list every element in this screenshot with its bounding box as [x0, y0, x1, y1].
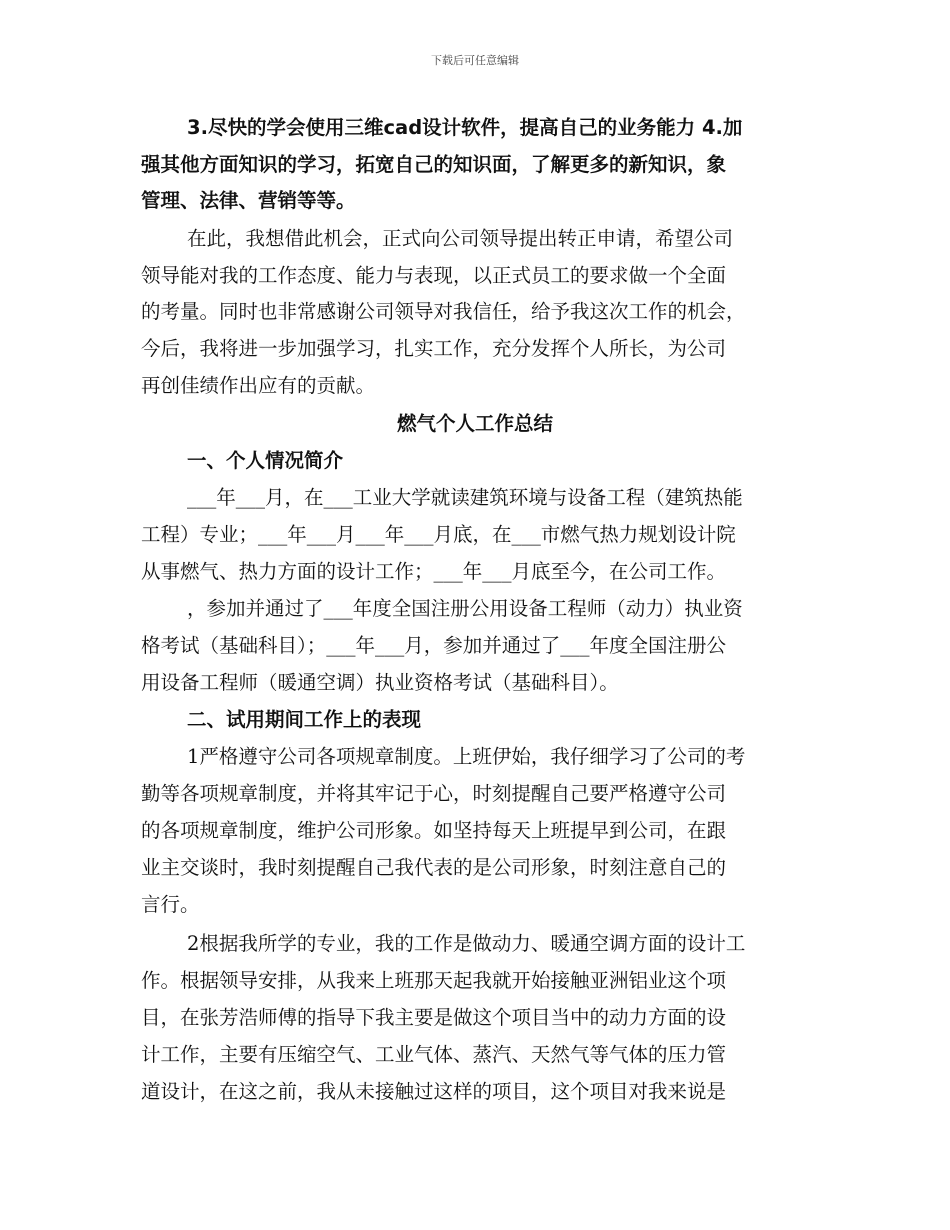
page-header: 下载后可任意编辑 — [431, 54, 519, 67]
section-heading: 二、试用期间工作上的表现 — [187, 708, 422, 731]
text-line: 业主交谈时，我时刻提醒自己我代表的是公司形象，时刻注意自己的 — [141, 856, 727, 879]
text-line: 2根据我所学的专业，我的工作是做动力、暖通空调方面的设计工 — [187, 932, 746, 955]
text-line: 目，在张芳浩师傅的指导下我主要是做这个项目当中的动力方面的设 — [141, 1006, 727, 1029]
text-line: 用设备工程师（暖通空调）执业资格考试（基础科目）。 — [141, 671, 619, 694]
text-line: 领导能对我的工作态度、能力与表现，以正式员工的要求做一个全面 — [141, 264, 727, 287]
text-line: ，参加并通过了___年度全国注册公用设备工程师（动力）执业资 — [187, 597, 743, 620]
text-line: 管理、法律、营销等等。 — [141, 189, 356, 212]
text-line: 在此，我想借此机会，正式向公司领导提出转正申请，希望公司 — [187, 227, 734, 250]
section-title: 燃气个人工作总结 — [396, 412, 553, 435]
text-line: 3.尽快的学会使用三维cad设计软件，提高自己的业务能力 4.加 — [187, 116, 743, 139]
text-line: 的各项规章制度，维护公司形象。如坚持每天上班提早到公司，在跟 — [141, 819, 727, 842]
section-heading: 一、个人情况简介 — [187, 449, 344, 472]
text-line: 再创佳绩作出应有的贡献。 — [141, 374, 376, 397]
text-line: 言行。 — [141, 893, 200, 916]
text-line: 道设计，在这之前，我从未接触过这样的项目，这个项目对我来说是 — [141, 1080, 727, 1103]
text-line: 计工作，主要有压缩空气、工业气体、蒸汽、天然气等气体的压力管 — [141, 1043, 727, 1066]
text-line: ___年___月，在___工业大学就读建筑环境与设备工程（建筑热能 — [187, 486, 743, 509]
text-line: 工程）专业；___年___月___年___月底，在___市燃气热力规划设计院 — [141, 523, 736, 546]
text-line: 强其他方面知识的学习，拓宽自己的知识面，了解更多的新知识，象 — [141, 153, 727, 176]
text-line: 的考量。同时也非常感谢公司领导对我信任，给予我这次工作的机会， — [141, 300, 746, 323]
text-line: 1严格遵守公司各项规章制度。上班伊始，我仔细学习了公司的考 — [187, 745, 746, 768]
text-line: 格考试（基础科目）；___年___月，参加并通过了___年度全国注册公 — [141, 634, 727, 657]
text-line: 从事燃气、热力方面的设计工作；___年___月底至今，在公司工作。 — [141, 560, 727, 583]
text-line: 勤等各项规章制度，并将其牢记于心，时刻提醒自己要严格遵守公司 — [141, 782, 727, 805]
text-line: 今后，我将进一步加强学习，扎实工作，充分发挥个人所长，为公司 — [141, 337, 727, 360]
text-line: 作。根据领导安排，从我来上班那天起我就开始接触亚洲铝业这个项 — [141, 969, 727, 992]
